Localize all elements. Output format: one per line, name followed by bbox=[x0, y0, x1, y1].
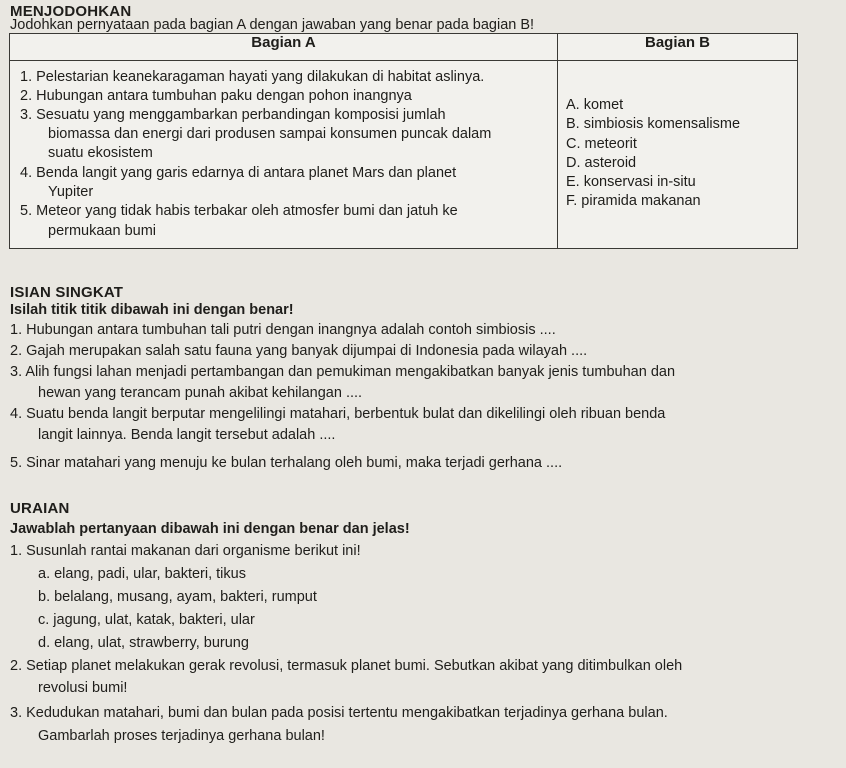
uraian-title: URAIAN bbox=[10, 500, 70, 517]
bagian-a-line: 5. Meteor yang tidak habis terbakar oleh atmosfer bumi dan jatuh ke bbox=[20, 203, 458, 219]
bagian-a-line: suatu ekosistem bbox=[48, 145, 153, 161]
isian-title: ISIAN SINGKAT bbox=[10, 284, 124, 301]
matching-instruction: Jodohkan pernyataan pada bagian A dengan jawaban yang benar pada bagian B! bbox=[10, 17, 535, 33]
uraian-option: b. belalang, musang, ayam, bakteri, rumput bbox=[38, 589, 317, 605]
isian-line: 1. Hubungan antara tumbuhan tali putri dengan inangnya adalah contoh simbiosis .... bbox=[10, 322, 556, 338]
bagian-a-line: 3. Sesuatu yang menggambarkan perbandingan komposisi jumlah bbox=[20, 107, 446, 123]
isian-instruction: Isilah titik titik dibawah ini dengan benar! bbox=[10, 302, 294, 318]
isian-line: 5. Sinar matahari yang menuju ke bulan terhalang oleh bumi, maka terjadi gerhana .... bbox=[10, 455, 563, 471]
bagian-a-line: 4. Benda langit yang garis edarnya di antara planet Mars dan planet bbox=[20, 165, 457, 181]
bagian-b-item: B. simbiosis komensalisme bbox=[566, 116, 741, 132]
uraian-option: d. elang, ulat, strawberry, burung bbox=[38, 635, 249, 651]
uraian-line: revolusi bumi! bbox=[38, 680, 128, 696]
bagian-a-cell bbox=[10, 61, 558, 249]
bagian-b-cell bbox=[558, 61, 798, 249]
bagian-b-item: D. asteroid bbox=[566, 155, 637, 171]
uraian-option: c. jagung, ulat, katak, bakteri, ular bbox=[38, 612, 255, 628]
matching-title: MENJODOHKAN bbox=[10, 3, 132, 20]
header-bagian-b: Bagian B bbox=[558, 34, 798, 61]
bagian-b-item: F. piramida makanan bbox=[566, 193, 701, 209]
bagian-a-line: permukaan bumi bbox=[48, 223, 156, 239]
uraian-line: 2. Setiap planet melakukan gerak revolusi, termasuk planet bumi. Sebutkan akibat yang ditimbulkan oleh bbox=[10, 658, 683, 674]
isian-line: hewan yang terancam punah akibat kehilangan .... bbox=[38, 385, 363, 401]
uraian-line: Gambarlah proses terjadinya gerhana bulan! bbox=[38, 728, 325, 744]
uraian-line: 1. Susunlah rantai makanan dari organisme berikut ini! bbox=[10, 543, 361, 559]
bagian-b-item: E. konservasi in-situ bbox=[566, 174, 696, 190]
bagian-a-line: 1. Pelestarian keanekaragaman hayati yang dilakukan di habitat aslinya. bbox=[20, 69, 485, 85]
uraian-option: a. elang, padi, ular, bakteri, tikus bbox=[38, 566, 246, 582]
uraian-line: 3. Kedudukan matahari, bumi dan bulan pada posisi tertentu mengakibatkan terjadinya gerhana bulan. bbox=[10, 705, 668, 721]
matching-table bbox=[9, 33, 798, 249]
isian-line: 2. Gajah merupakan salah satu fauna yang banyak dijumpai di Indonesia pada wilayah .... bbox=[10, 343, 588, 359]
uraian-instruction: Jawablah pertanyaan dibawah ini dengan benar dan jelas! bbox=[10, 521, 410, 537]
bagian-a-line: Yupiter bbox=[48, 184, 94, 200]
isian-line: 3. Alih fungsi lahan menjadi pertambangan dan pemukiman mengakibatkan banyak jenis tumbuhan dan bbox=[10, 364, 676, 380]
bagian-a-line: biomassa dan energi dari produsen sampai konsumen puncak dalam bbox=[48, 126, 492, 142]
isian-line: langit lainnya. Benda langit tersebut adalah .... bbox=[38, 427, 336, 443]
bagian-a-line: 2. Hubungan antara tumbuhan paku dengan pohon inangnya bbox=[20, 88, 412, 104]
isian-line: 4. Suatu benda langit berputar mengelilingi matahari, berbentuk bulat dan dikelilingi oleh ribuan benda bbox=[10, 406, 666, 422]
bagian-b-item: C. meteorit bbox=[566, 136, 637, 152]
bagian-b-item: A. komet bbox=[566, 97, 624, 113]
header-bagian-a: Bagian A bbox=[10, 34, 558, 61]
